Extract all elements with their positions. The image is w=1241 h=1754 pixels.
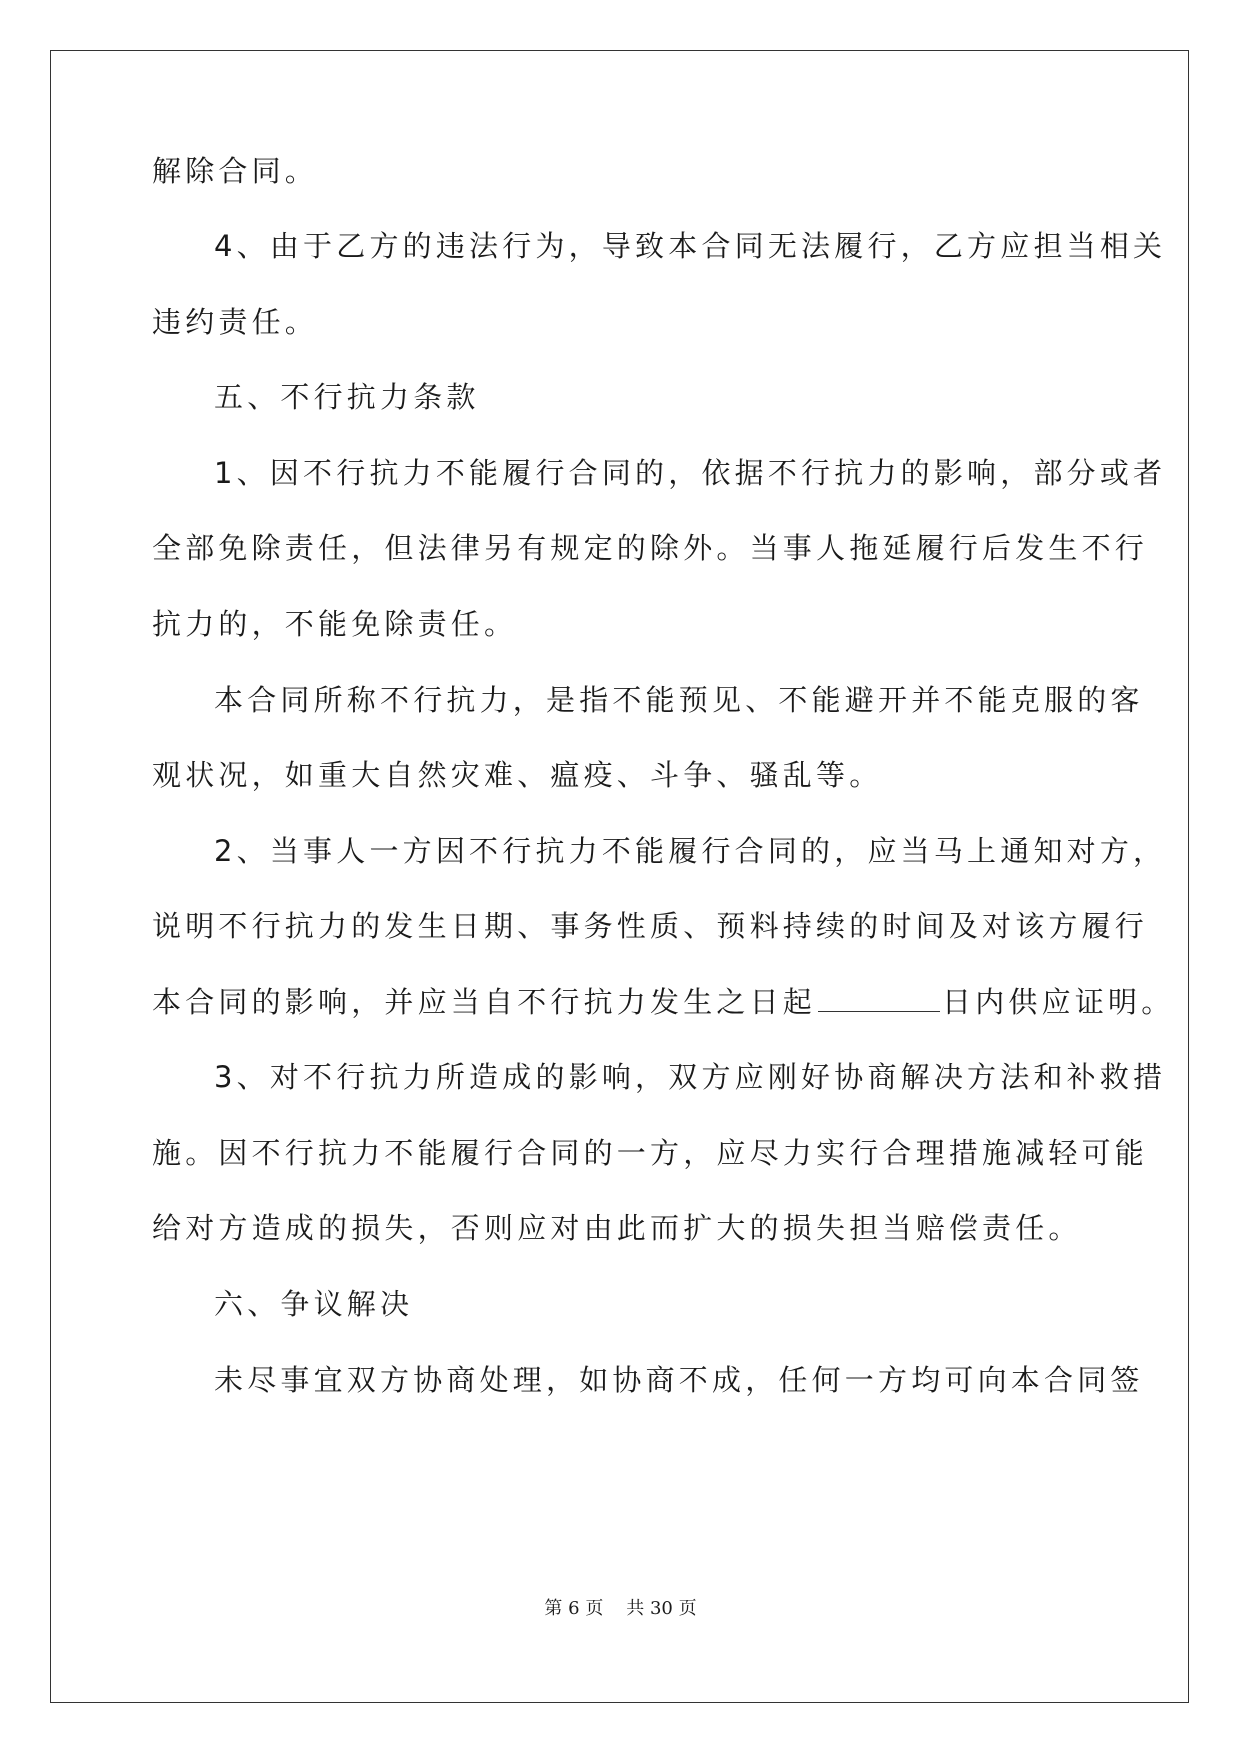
section-heading: 六、争议解决: [214, 1287, 414, 1321]
text-segment: 本合同的影响，并应当自不行抗力发生之日起: [152, 985, 817, 1019]
section-heading: 五、不行抗力条款: [214, 380, 480, 414]
text-line: 4、由于乙方的违法行为，导致本合同无法履行，乙方应担当相关: [214, 229, 1167, 263]
text-line: 解除合同。: [152, 154, 319, 188]
text-line: 说明不行抗力的发生日期、事务性质、预料持续的时间及对该方履行: [152, 909, 1149, 943]
page-total: 共 30 页: [626, 1598, 697, 1619]
text-line: 2、当事人一方因不行抗力不能履行合同的，应当马上通知对方，: [214, 834, 1167, 868]
text-line: 1、因不行抗力不能履行合同的，依据不行抗力的影响，部分或者: [214, 456, 1167, 490]
text-line: 本合同所称不行抗力，是指不能预见、不能避开并不能克服的客: [214, 683, 1144, 717]
page-number: 第 6 页: [544, 1598, 604, 1619]
text-line: 3、对不行抗力所造成的影响，双方应刚好协商解决方法和补救措: [214, 1060, 1167, 1094]
text-line: 抗力的，不能免除责任。: [152, 607, 518, 641]
text-line: 违约责任。: [152, 305, 319, 339]
fill-in-blank: [818, 987, 940, 1012]
text-line: 观状况，如重大自然灾难、瘟疫、斗争、骚乱等。: [152, 758, 883, 792]
text-line: 全部免除责任，但法律另有规定的除外。当事人拖延履行后发生不行: [152, 531, 1149, 565]
text-line-with-blank: [152, 984, 1174, 1020]
page-border: [50, 50, 1189, 1703]
text-line: 未尽事宜双方协商处理，如协商不成，任何一方均可向本合同签: [214, 1363, 1144, 1397]
page-footer: [0, 1594, 1241, 1620]
text-line: 施。因不行抗力不能履行合同的一方，应尽力实行合理措施减轻可能: [152, 1136, 1149, 1170]
text-segment: 日内供应证明。: [942, 985, 1175, 1019]
text-line: 给对方造成的损失，否则应对由此而扩大的损失担当赔偿责任。: [152, 1211, 1082, 1245]
